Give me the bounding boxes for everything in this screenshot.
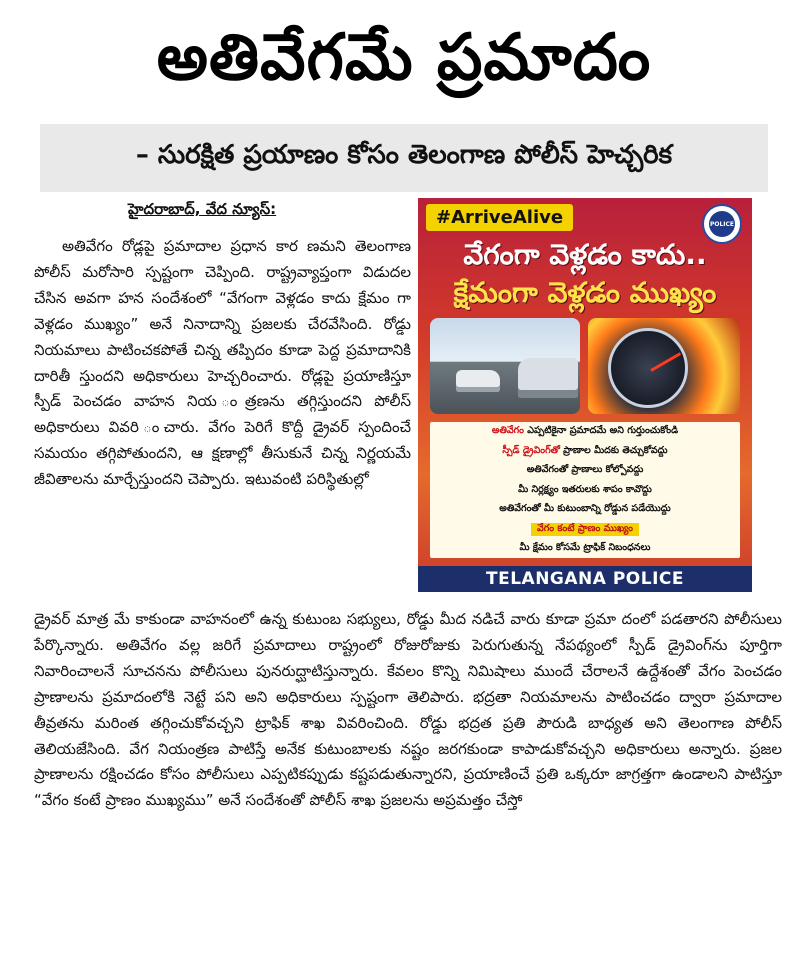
speedometer-icon: [608, 328, 688, 408]
notice-line: అతివేగంతో ప్రాణాలు కోల్పోవద్దు: [526, 464, 644, 475]
police-badge-text: POLICE: [709, 211, 735, 237]
poster-line-1: వేగంగా వెళ్లడం కాదు..: [463, 238, 707, 271]
car-icon: [456, 370, 500, 392]
headline: అతివేగమే ప్రమాదం: [156, 20, 652, 95]
poster-footer: TELANGANA POLICE: [418, 566, 752, 592]
notice-line: మీ నిర్లక్ష్యం ఇతరులకు శాపం కావొద్దు: [518, 483, 652, 495]
poster-line-2: క్షేమంగా వెళ్లడం ముఖ్యం: [453, 276, 717, 309]
notice-line: అతివేగం ఎప్పటికైనా ప్రమాదమే అని గుర్తుంచుకోండి: [491, 425, 679, 436]
article-body-bottom: డ్రైవర్ మాత్ర మే కాకుండా వాహనంలో ఉన్న కుటుంబ సభ్యులు, రోడ్డు మీద నడిచే వారు కూడా ప్రమా దంలో పడతారని పోలీసులు పేర్కొన్నారు. అతివేగం వల్ల జరిగే ప్రమాదాలు రాష్ట్రంలో రోజురోజుకు పెరుగుతున్న నేపథ్యంలో స్పీడ్ డ్రైవింగ్‌ను పూర్తిగా నివారించాలనే సూచనను పోలీసులు పునరుద్ఘాటిస్తున్నారు. కేవలం కొన్ని నిమిషాలు ముందే చేరాలనే ఉద్దేశంతో వేగం పెంచడం ప్రాణాలను ప్రమాదంలోకి నెట్టే పని అని అధికారులు స్పష్టంగా తెలిపారు. భద్రతా నియమాలను పాటించడం ద్వారా ప్రమాదాల తీవ్రతను మరింత తగ్గించుకోవచ్చని ట్రాఫిక్ శాఖ వివరించింది. రోడ్డు భద్రత ప్రతి పౌరుడి బాధ్యత అని తెలంగాణ పోలీస్ తెలియజేసింది. వేగ నియంత్రణ పాటిస్తే అనేక కుటుంబాలకు నష్టం జరగకుండా కాపాడుకోవచ్చని అధికారులు అన్నారు. ప్రజల ప్రాణాలను రక్షించడం కోసం పోలీసులు ఎప్పటికప్పుడు కష్టపడుతున్నారని, ప్రయాణించే ప్రతి ఒక్కరూ జాగ్రత్తగా ఉండాలని పాటిస్తూ “వేగం కంటే ప్రాణం ముఖ్యము” అనే సందేశంతో పోలీస్ శాఖ ప్రజలను అప్రమత్తం చేస్తో: [34, 610, 782, 810]
awareness-poster: [418, 198, 752, 592]
road-cars-image: [430, 318, 580, 414]
notice-line: అతివేగంతో మీ కుటుంబాన్ని రోడ్డున పడేయొద్దు: [499, 503, 671, 514]
subheadline: – సురక్షిత ప్రయాణం కోసం తెలంగాణ పోలీస్ హెచ్చరిక: [40, 124, 768, 192]
notice-line: స్పీడ్ డ్రైవింగ్‌తో ప్రాణాల మీదకు తెచ్చుకోవద్దు: [502, 444, 668, 456]
car-icon: [518, 358, 578, 398]
needle-icon: [650, 352, 681, 372]
article-body-top: అతివేగం రోడ్లపై ప్రమాదాల ప్రధాన కార ణమని తెలంగాణ పోలీస్ మరోసారి స్పష్టంగా చెప్పింది. రాష్ట్రవ్యాప్తంగా విడుదల చేసిన అవగా హన సందేశంలో “వేగంగా వెళ్లడం కాదు క్షేమం గా వెళ్లడం ముఖ్యం” అనే నినాదాన్ని ప్రజలకు చేరవేసింది. రోడ్డు నియమాలు పాటించకపోతే చిన్న తప్పిదం కూడా పెద్ద ప్రమాదానికి దారితీ స్తుందని అధికారులు హెచ్చరించారు. రోడ్లపై ప్రయాణిస్తూ స్పీడ్ పెంచడం వాహన నియ ంత్రణను తగ్గిస్తుందని పోలీస్ అధికారులు వివరి ంచారు. వేగం పెరిగే కొద్దీ డ్రైవర్ స్పందించే సమయం తగ్గిపోతుందని, ఆ క్షణాల్లో తీసుకునే చిన్న నిర్ణయమే జీవితాలను మార్చేస్తుందని చెప్పారు. ఇటువంటి పరిస్థితుల్లో: [34, 237, 411, 489]
poster-notice-box: [430, 422, 740, 558]
notice-line: మీ క్షేమం కోసమే ట్రాఫిక్ నిబంధనలు: [519, 542, 651, 553]
hashtag-label: #ArriveAlive: [426, 204, 573, 231]
dateline: హైదరాబాద్, వేద న్యూస్:: [128, 200, 277, 218]
notice-highlight-line: వేగం కంటే ప్రాణం ముఖ్యం: [531, 523, 639, 536]
speedometer-fire-image: [588, 318, 740, 414]
